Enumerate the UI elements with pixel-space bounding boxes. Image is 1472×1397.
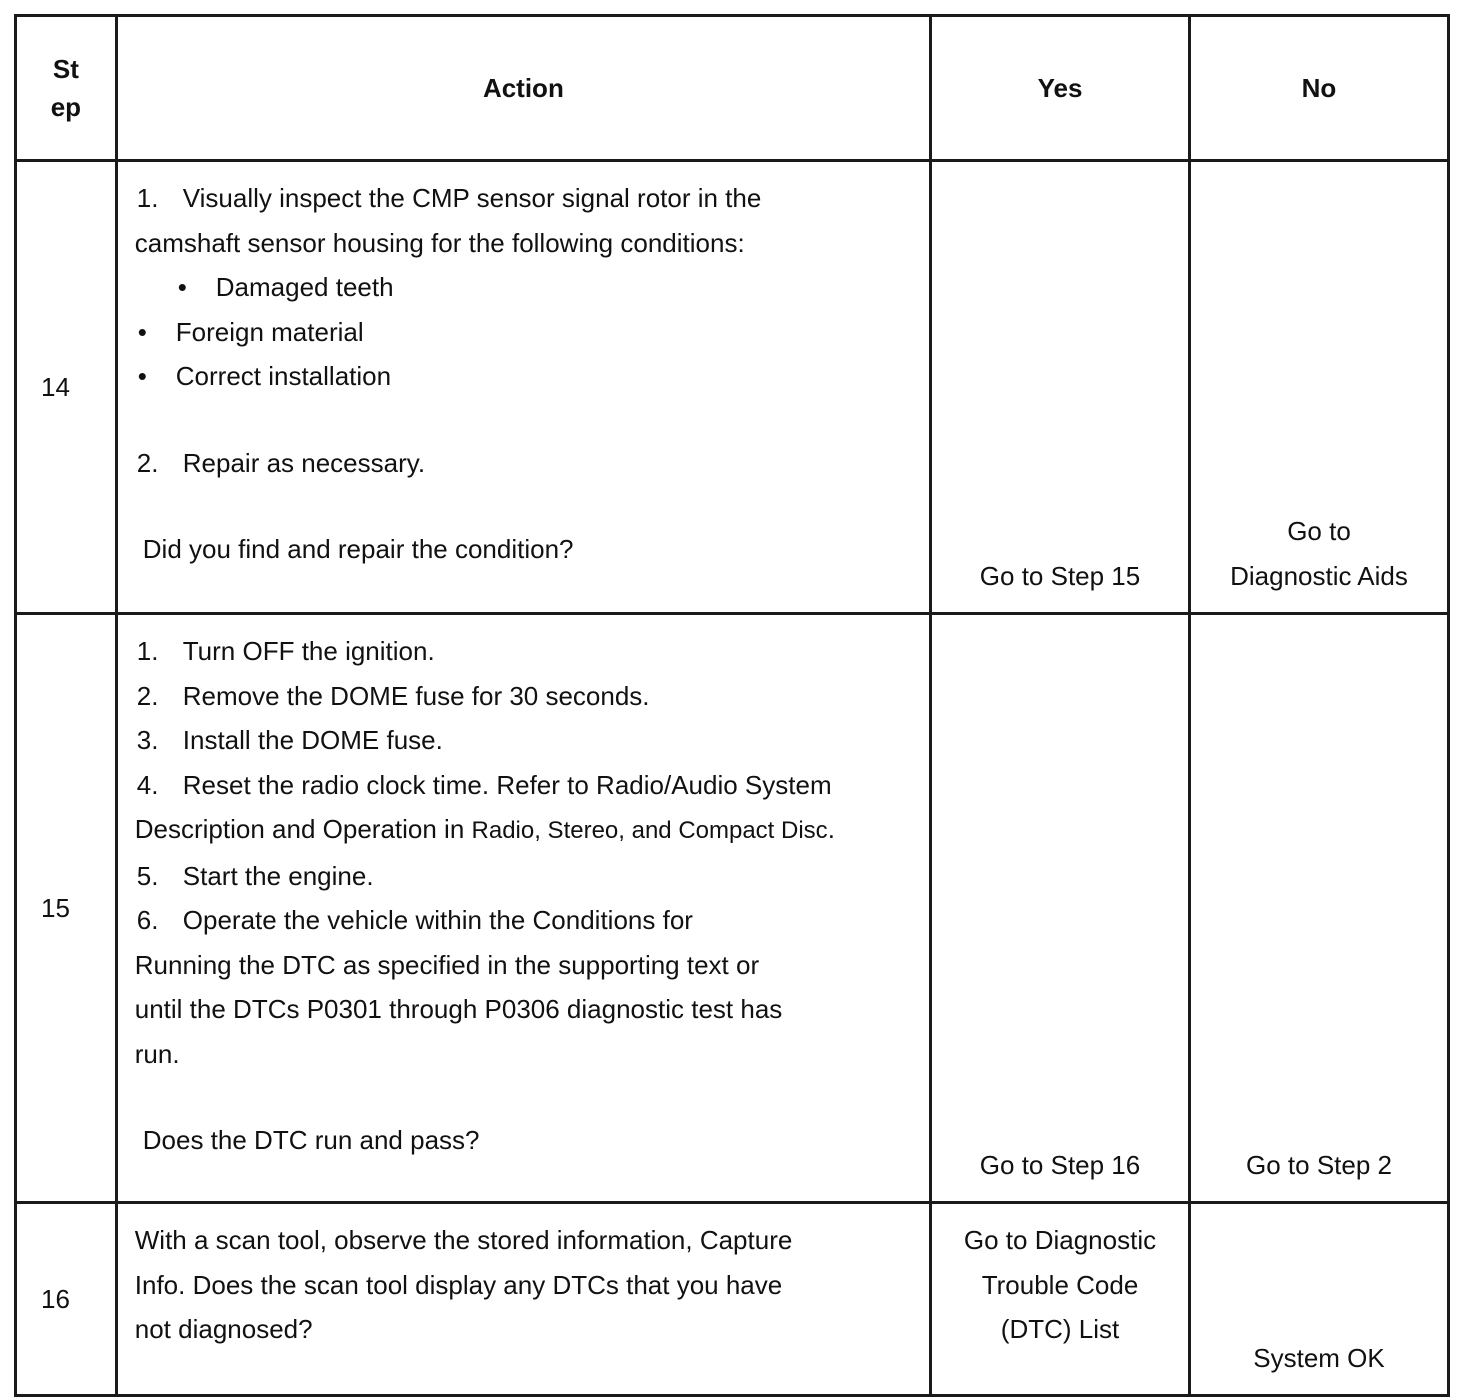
no-text: System OK — [1253, 1342, 1385, 1373]
action-line — [135, 718, 913, 763]
no-cell — [1190, 614, 1449, 1203]
manual-reference: Radio, Stereo, and Compact Disc — [471, 817, 828, 844]
action-line: Info. Does the scan tool display any DTCs that you have — [134, 1269, 783, 1300]
bullet-line — [135, 354, 913, 399]
action-line — [135, 898, 913, 943]
yes-text-line: Trouble Code — [981, 1269, 1139, 1300]
bullet-text: Damaged teeth — [215, 272, 394, 302]
no-cell — [1190, 1203, 1449, 1396]
bullet-icon: • — [137, 316, 147, 347]
bullet-icon: • — [137, 361, 147, 391]
action-line — [135, 629, 913, 674]
spacer — [135, 485, 913, 527]
item-number: 2. — [136, 680, 159, 711]
header-step-line2: ep — [50, 92, 82, 122]
diagnostic-table — [14, 14, 1450, 1397]
yes-cell — [931, 1203, 1190, 1396]
action-line: until the DTCs P0301 through P0306 diagnostic test has — [134, 994, 783, 1024]
action-line — [135, 441, 913, 486]
header-yes: Yes — [931, 16, 1190, 161]
yes-text: Go to Step 15 — [979, 560, 1141, 591]
table-row — [16, 1203, 1449, 1396]
item-number: 1. — [136, 183, 159, 213]
action-line: Running the DTC as specified in the supporting text or — [134, 949, 760, 980]
step-number: 14 — [41, 371, 70, 402]
step-number: 15 — [41, 892, 70, 923]
action-line — [135, 763, 913, 808]
header-step — [16, 16, 117, 161]
bullet-line — [135, 310, 913, 355]
header-step-line1: St — [52, 54, 79, 84]
action-cell — [116, 161, 930, 614]
step-cell — [16, 614, 117, 1203]
no-cell — [1190, 161, 1449, 614]
action-line — [135, 176, 913, 221]
action-cell — [116, 1203, 930, 1396]
bullet-text: Foreign material — [175, 316, 364, 347]
item-text: Repair as necessary. — [182, 447, 426, 478]
no-text-line2: Diagnostic Aids — [1230, 560, 1408, 591]
table-header-row — [16, 16, 1449, 161]
item-text: Start the engine. — [182, 860, 374, 891]
yes-cell — [931, 614, 1190, 1203]
spacer — [135, 399, 913, 441]
item-text: Description and Operation in — [134, 814, 472, 844]
item-text: Turn OFF the ignition. — [182, 636, 435, 666]
item-number: 2. — [136, 447, 159, 478]
step-cell — [16, 161, 117, 614]
item-text: Visually inspect the CMP sensor signal rotor in the — [182, 183, 762, 213]
item-number: 3. — [136, 725, 159, 755]
item-text: Remove the DOME fuse for 30 seconds. — [182, 680, 650, 711]
yes-text: Go to Step 16 — [979, 1149, 1141, 1180]
action-line: With a scan tool, observe the stored information, Capture — [134, 1225, 793, 1255]
step-number: 16 — [41, 1283, 70, 1314]
action-cell — [116, 614, 930, 1203]
item-number: 6. — [136, 905, 159, 935]
header-action: Action — [116, 16, 930, 161]
item-text: . — [827, 814, 835, 844]
bullet-line — [135, 265, 913, 310]
table-row — [16, 614, 1449, 1203]
table-row — [16, 161, 1449, 614]
diagnostic-table-container — [14, 14, 1450, 1397]
yes-cell — [931, 161, 1190, 614]
yes-text-line: Go to Diagnostic — [963, 1225, 1157, 1255]
step-cell — [16, 1203, 117, 1396]
action-line: camshaft sensor housing for the following conditions: — [134, 227, 745, 258]
action-line — [135, 807, 913, 854]
item-number: 4. — [136, 769, 159, 800]
question-text: Did you find and repair the condition? — [142, 534, 574, 564]
bullet-icon: • — [177, 272, 187, 302]
yes-text-line: (DTC) List — [1000, 1314, 1120, 1344]
header-no: No — [1190, 16, 1449, 161]
action-line — [135, 674, 913, 719]
action-line: not diagnosed? — [134, 1314, 313, 1344]
action-line: run. — [134, 1038, 180, 1069]
item-number: 5. — [136, 860, 159, 891]
no-text: Go to Step 2 — [1246, 1149, 1392, 1180]
action-line — [135, 854, 913, 899]
no-text-line1: Go to — [1287, 516, 1351, 546]
spacer — [135, 1076, 913, 1118]
item-text: Install the DOME fuse. — [182, 725, 443, 755]
bullet-text: Correct installation — [175, 361, 392, 391]
item-number: 1. — [136, 636, 159, 666]
item-text: Reset the radio clock time. Refer to Radio/Audio System — [182, 769, 832, 800]
question-text: Does the DTC run and pass? — [142, 1125, 480, 1155]
item-text: Operate the vehicle within the Conditions for — [182, 905, 693, 935]
